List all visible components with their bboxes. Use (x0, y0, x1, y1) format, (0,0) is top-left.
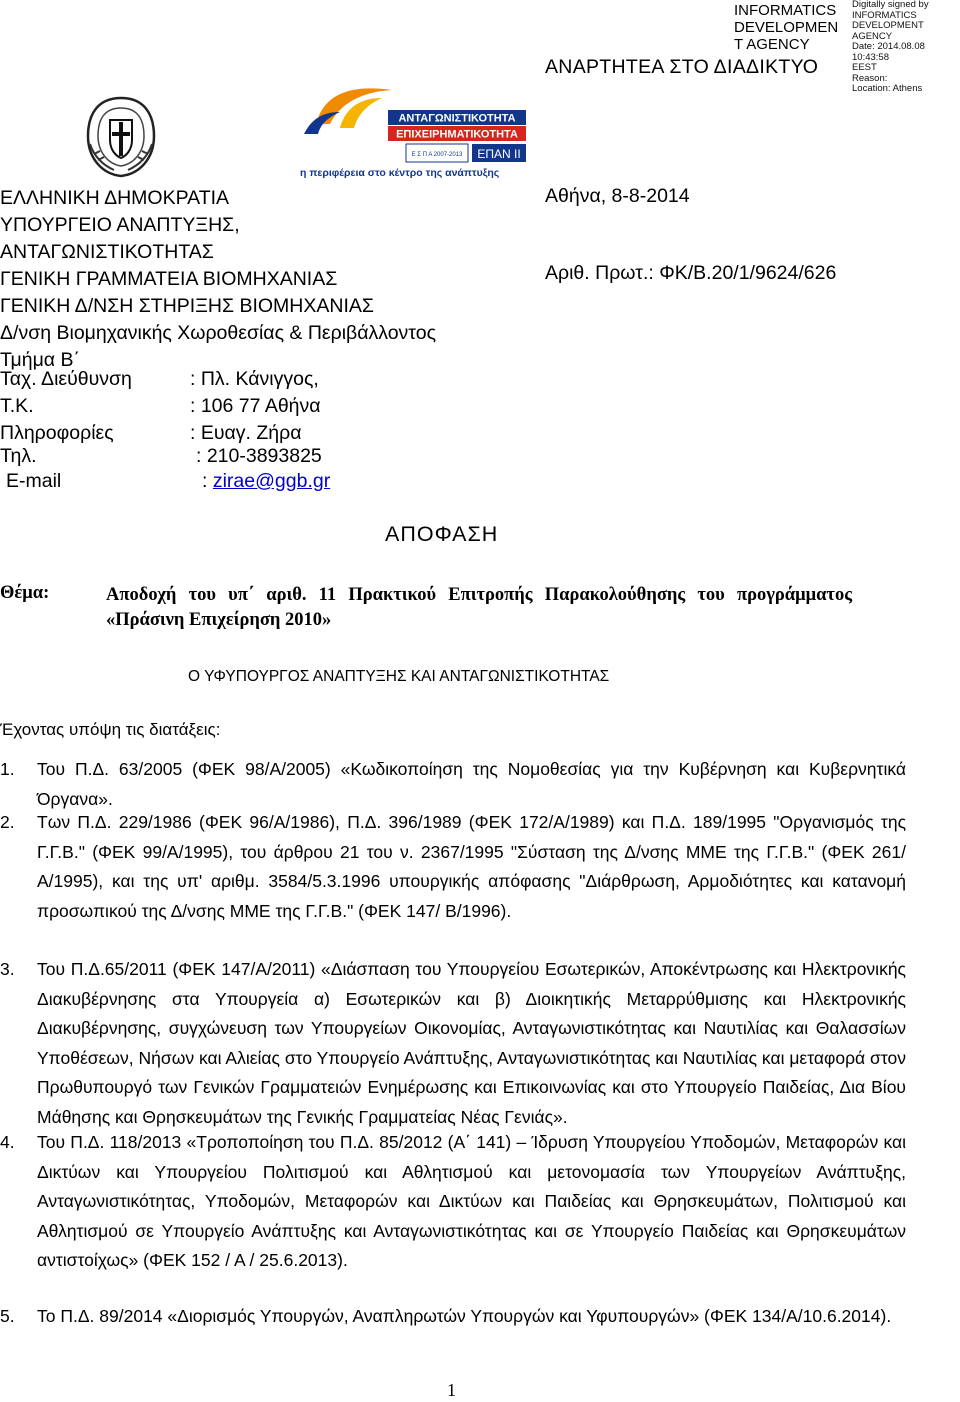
header-line: Τμήμα Β΄ (0, 349, 80, 371)
logo-espa: Ε Σ Π Α 2007-2013 (411, 152, 463, 158)
decision-title: ΑΠΟΦΑΣΗ (385, 522, 499, 546)
logo-line-1: ΑΝΤΑΓΩΝΙΣΤΙΚΟΤΗΤΑ (398, 112, 516, 125)
address-label: Ταχ. Διεύθυνση (0, 368, 132, 390)
subject-label: Θέμα: (0, 583, 50, 603)
post-online-title: ΑΝΑΡΤΗΤΕΑ ΣΤΟ ΔΙΑΔΙΚΤΥΟ (545, 56, 819, 78)
item-number: 5. (0, 1306, 15, 1326)
signature-line: Digitally signed by (852, 0, 929, 10)
logo-tagline: η περιφέρεια στο κέντρο της ανάπτυξης (300, 167, 500, 179)
item-number: 1. (0, 759, 15, 779)
contact-info (0, 422, 420, 446)
item-text: Των Π.Δ. 229/1986 (ΦΕΚ 96/Α/1986), Π.Δ. 396/1989 (ΦΕΚ 172/Α/1989) και Π.Δ. 189/1995 "Οργανισμός της Γ.Γ.Β." (ΦΕΚ 99/Α/1995), του άρθρου 21 του ν. 2367/1995 "Σύσταση της Δ/νσης ΜΜΕ της Γ.Γ.Β." (ΦΕΚ 261/Α/1995), και της υπ' αριθμ. 3584/5.3.1996 υπουργικής απόφασης "Διάρθρωση, Αρμοδιότητες και κατανομή προσωπικού της Δ/νσης ΜΜΕ της Γ.Γ.Β." (ΦΕΚ 147/ Β/1996). (37, 812, 906, 921)
document-date: Αθήνα, 8-8-2014 (545, 185, 690, 207)
signature-line: DEVELOPMENT AGENCY (852, 20, 924, 42)
postcode-value: : 106 77 Αθήνα (190, 395, 321, 417)
item-number: 4. (0, 1132, 15, 1152)
signature-line: Location: Athens (852, 83, 923, 94)
phone-label: Τηλ. (0, 445, 37, 467)
address-value: : Πλ. Κάνιγγος, (190, 368, 319, 390)
signature-line: Date: 2014.08.08 10:43:58 (852, 41, 925, 63)
list-item (0, 1128, 906, 1276)
item-number: 3. (0, 959, 15, 979)
list-item (0, 755, 906, 814)
info-value: : Ευαγ. Ζήρα (190, 422, 302, 444)
contact-phone (0, 445, 420, 469)
signature-line: EEST (852, 62, 877, 73)
email-link[interactable]: zirae@ggb.gr (212, 470, 331, 492)
subject-text: Αποδοχή του υπ΄ αριθ. 11 Πρακτικού Επιτροπής Παρακολούθησης του προγράμματος «Πράσινη Επιχείρηση 2010» (106, 585, 852, 630)
info-label: Πληροφορίες (0, 422, 114, 444)
minister-heading: Ο ΥΦΥΠΟΥΡΓΟΣ ΑΝΑΠΤΥΞΗΣ ΚΑΙ ΑΝΤΑΓΩΝΙΣΤΙΚΟΤΗΤΑΣ (188, 668, 610, 685)
item-number: 2. (0, 812, 15, 832)
list-item (0, 808, 906, 926)
postcode-label: Τ.Κ. (0, 395, 34, 417)
list-item (0, 1302, 906, 1332)
signature-line: Reason: (852, 72, 888, 84)
logo-line-2: ΕΠΙΧΕΙΡΗΜΑΤΙΚΟΤΗΤΑ (396, 128, 518, 141)
contact-email (0, 470, 420, 494)
ministry-header (0, 185, 436, 374)
protocol-number: Αριθ. Πρωτ.: ΦΚ/Β.20/1/9624/626 (545, 262, 837, 284)
page-number: 1 (447, 1380, 456, 1400)
signature-organization: INFORMATICS DEVELOPMEN T AGENCY (734, 2, 839, 53)
email-label: E-mail (6, 470, 62, 492)
header-line: ΥΠΟΥΡΓΕΙΟ ΑΝΑΠΤΥΞΗΣ, (0, 214, 240, 236)
signature-details (852, 0, 960, 95)
list-item (0, 955, 906, 1132)
item-text: Το Π.Δ. 89/2014 «Διορισμός Υπουργών, Αναπληρωτών Υπουργών και Υφυπουργών» (ΦΕΚ 134/Α/10.6.2014). (37, 1306, 892, 1326)
program-logo (300, 84, 526, 180)
contact-postcode (0, 395, 420, 419)
header-line: ΓΕΝΙΚΗ Δ/ΝΣΗ ΣΤΗΡΙΞΗΣ ΒΙΟΜΗΧΑΝΙΑΣ (0, 295, 374, 317)
contact-address (0, 368, 420, 392)
header-line: ΓΕΝΙΚΗ ΓΡΑΜΜΑΤΕΙΑ ΒΙΟΜΗΧΑΝΙΑΣ (0, 268, 338, 290)
item-text: Του Π.Δ.65/2011 (ΦΕΚ 147/Α/2011) «Διάσπαση του Υπουργείου Εσωτερικών, Αποκέντρωσης και Ηλεκτρονικής Διακυβέρνησης στα Υπουργεία α) Εσωτερικών και β) Διοικητικής Μεταρρύθμισης και Ηλεκτρονικής Διακυβέρνησης, συγχώνευση των Υπουργείων Οικονομίας, Ανταγωνιστικότητας και Ναυτιλίας και Θαλασσίων Υποθέσεων, Νήσων και Αλιείας στο Υπουργείο Ανάπτυξης, Ανταγωνιστικότητας και Ναυτιλίας και μεταφορά στον Πρωθυπουργό των Γενικών Γραμματειών Ενημέρωσης και Επικοινωνίας και στο Υπουργείο Παιδείας, Δια Βίου Μάθησης και Θρησκευμάτων της Γενικής Γραμματείας Νέας Γενιάς». (37, 959, 906, 1127)
greek-emblem-icon (80, 94, 162, 180)
item-text: Του Π.Δ. 63/2005 (ΦΕΚ 98/Α/2005) «Κωδικοποίηση της Νομοθεσίας για την Κυβέρνηση και Κυβερνητικά Όργανα». (37, 759, 906, 809)
email-value: : zirae@ggb.gr (202, 470, 331, 492)
signature-line: INFORMATICS (852, 9, 917, 21)
header-line: ΕΛΛΗΝΙΚΗ ΔΗΜΟΚΡΑΤΙΑ (0, 187, 230, 209)
header-line: Δ/νση Βιομηχανικής Χωροθεσίας & Περιβάλλοντος (0, 322, 436, 344)
logo-program: ΕΠΑΝ ΙΙ (477, 147, 521, 161)
considering-intro: Έχοντας υπόψη τις διατάξεις: (0, 720, 221, 739)
header-line: ΑΝΤΑΓΩΝΙΣΤΙΚΟΤΗΤΑΣ (0, 241, 214, 263)
item-text: Του Π.Δ. 118/2013 «Τροποποίηση του Π.Δ. 85/2012 (Α΄ 141) – Ίδρυση Υπουργείου Υποδομών, Μεταφορών και Δικτύων και Υπουργείου Πολιτισμού και Αθλητισμού και μετονομασία των Υπουργείων Ανάπτυξης, Ανταγωνιστικότητας, Υποδομών, Μεταφορών και Δικτύων και Παιδείας και Θρησκευμάτων, Πολιτισμού και Αθλητισμού σε Υπουργείο Ανάπτυξης και Ανταγωνιστικότητας και σε Υπουργείο Παιδείας και Θρησκευμάτων αντιστοίχως» (ΦΕΚ 152 / Α / 25.6.2013). (37, 1132, 906, 1270)
phone-value: : 210-3893825 (196, 445, 322, 467)
